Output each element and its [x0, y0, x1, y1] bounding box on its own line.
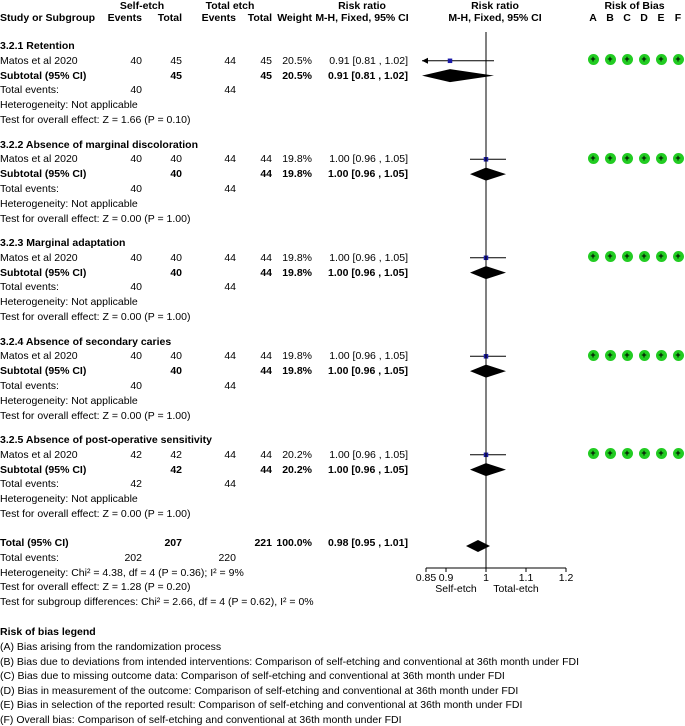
subtotal-label: Subtotal (95% CI)	[0, 266, 87, 279]
se-total: 40	[170, 350, 182, 363]
total-se-total: 207	[164, 537, 182, 549]
legend-item: (D) Bias in measurement of the outcome: Comparison of self-etching and conventional at 36th month under FDI	[0, 684, 519, 697]
se-events: 40	[130, 251, 142, 264]
events-label: Total events:	[0, 281, 59, 294]
study-square	[448, 59, 453, 64]
events-te: 44	[224, 478, 236, 491]
te-events: 44	[224, 251, 236, 264]
events-se: 40	[130, 84, 142, 97]
rob-indicator-c: +	[622, 448, 633, 459]
subtotal-se-total: 40	[170, 266, 182, 279]
subtotal-ci: 1.00 [0.96 , 1.05]	[328, 266, 408, 279]
subtotal-te-total: 45	[260, 69, 272, 82]
heterogeneity-text: Heterogeneity: Not applicable	[0, 296, 138, 309]
subgroup-title: 3.2.1 Retention	[0, 40, 75, 52]
total-te-total: 221	[254, 537, 272, 549]
study-weight: 19.8%	[282, 350, 312, 363]
rob-indicator-d: +	[639, 54, 650, 65]
subtotal-ci: 1.00 [0.96 , 1.05]	[328, 365, 408, 378]
rob-indicator-e: +	[656, 350, 667, 361]
total-events-label: Total events:	[0, 551, 59, 564]
events-se: 40	[130, 379, 142, 392]
rob-letter-c: C	[623, 12, 631, 24]
study-name: Matos et al 2020	[0, 251, 78, 264]
events-te: 44	[224, 84, 236, 97]
rob-indicator-f: +	[673, 251, 684, 262]
total-header-1: Total	[157, 12, 182, 24]
subtotal-te-total: 44	[260, 266, 272, 279]
x-tick-label: 1	[483, 572, 489, 584]
rob-indicator-c: +	[622, 54, 633, 65]
te-total: 45	[260, 54, 272, 67]
group1-header: Self-etch	[119, 0, 165, 12]
rob-indicator-a: +	[588, 153, 599, 164]
heterogeneity-text: Heterogeneity: Not applicable	[0, 197, 138, 210]
subtotal-label: Subtotal (95% CI)	[0, 69, 87, 82]
subtotal-te-total: 44	[260, 365, 272, 378]
rob-letter-e: E	[657, 12, 665, 24]
total-overall-effect: Test for overall effect: Z = 1.28 (P = 0.20)	[0, 581, 191, 594]
se-events: 40	[130, 54, 142, 67]
subtotal-se-total: 40	[170, 365, 182, 378]
subtotal-weight: 20.5%	[282, 69, 312, 82]
rob-indicator-e: +	[656, 153, 667, 164]
heterogeneity-text: Heterogeneity: Not applicable	[0, 394, 138, 407]
te-events: 44	[224, 153, 236, 166]
x-tick-label: 0.9	[438, 572, 454, 584]
rob-indicator-b: +	[605, 448, 616, 459]
total-heterogeneity: Heterogeneity: Chi² = 4.38, df = 4 (P = 0.36); I² = 9%	[0, 566, 244, 579]
rob-header: Risk of Bias	[604, 0, 665, 12]
rr-header: Risk ratio	[338, 0, 386, 12]
subtotal-diamond	[470, 365, 506, 378]
subtotal-label: Subtotal (95% CI)	[0, 168, 87, 181]
rob-indicator-d: +	[639, 350, 650, 361]
subgroup-title: 3.2.3 Marginal adaptation	[0, 237, 126, 249]
study-name: Matos et al 2020	[0, 54, 78, 67]
subtotal-ci: 1.00 [0.96 , 1.05]	[328, 168, 408, 181]
events-label: Total events:	[0, 84, 59, 97]
subtotal-diamond	[422, 69, 494, 82]
rob-indicator-e: +	[656, 448, 667, 459]
se-total: 40	[170, 153, 182, 166]
subtotal-se-total: 40	[170, 168, 182, 181]
events-label: Total events:	[0, 379, 59, 392]
total-label: Total (95% CI)	[0, 537, 69, 549]
se-events: 42	[130, 448, 142, 461]
events-header-2: Events	[201, 12, 236, 24]
events-te: 44	[224, 281, 236, 294]
total-header-2: Total	[247, 12, 272, 24]
rob-indicator-f: +	[673, 448, 684, 459]
study-ci: 0.91 [0.81 , 1.02]	[329, 54, 408, 67]
events-se: 42	[130, 478, 142, 491]
subtotal-ci: 0.91 [0.81 , 1.02]	[328, 69, 408, 82]
rob-indicator-c: +	[622, 251, 633, 262]
rob-indicator-b: +	[605, 54, 616, 65]
subtotal-diamond	[470, 168, 506, 181]
se-events: 40	[130, 350, 142, 363]
subgroup-differences: Test for subgroup differences: Chi² = 2.66, df = 4 (P = 0.62), I² = 0%	[0, 596, 314, 609]
x-tick-label: 1.2	[558, 572, 574, 584]
rob-indicator-b: +	[605, 350, 616, 361]
rob-indicator-c: +	[622, 350, 633, 361]
study-ci: 1.00 [0.96 , 1.05]	[329, 448, 408, 461]
rob-indicator-d: +	[639, 251, 650, 262]
rob-indicator-a: +	[588, 448, 599, 459]
se-total: 45	[170, 54, 182, 67]
subgroup-title: 3.2.4 Absence of secondary caries	[0, 335, 172, 348]
study-column-header: Study or Subgroup	[0, 12, 96, 24]
rob-letter-b: B	[606, 12, 614, 24]
rob-indicator-a: +	[588, 54, 599, 65]
study-name: Matos et al 2020	[0, 350, 78, 363]
events-header-1: Events	[107, 12, 142, 24]
plot-method-header: M-H, Fixed, 95% CI	[448, 12, 542, 24]
te-total: 44	[260, 153, 272, 166]
rob-indicator-d: +	[639, 448, 650, 459]
subtotal-label: Subtotal (95% CI)	[0, 365, 87, 378]
subtotal-se-total: 45	[170, 69, 182, 82]
legend-title: Risk of bias legend	[0, 626, 96, 638]
study-ci: 1.00 [0.96 , 1.05]	[329, 251, 408, 264]
overall-effect-text: Test for overall effect: Z = 1.66 (P = 0.10)	[0, 114, 191, 126]
study-weight: 19.8%	[282, 153, 312, 166]
heterogeneity-text: Heterogeneity: Not applicable	[0, 99, 138, 112]
overall-effect-text: Test for overall effect: Z = 0.00 (P = 1.00)	[0, 212, 191, 225]
legend-item: (E) Bias in selection of the reported result: Comparison of self-etching and conventional at 36th month under FDI	[0, 699, 523, 711]
events-se: 40	[130, 182, 142, 195]
subtotal-se-total: 42	[170, 463, 182, 476]
overall-effect-text: Test for overall effect: Z = 0.00 (P = 1.00)	[0, 409, 191, 422]
axis-right-label: Total-etch	[493, 583, 539, 595]
se-total: 40	[170, 251, 182, 264]
te-total: 44	[260, 251, 272, 264]
group2-header: Total etch	[205, 0, 255, 12]
study-weight: 20.2%	[282, 448, 312, 461]
events-se: 40	[130, 281, 142, 294]
events-label: Total events:	[0, 478, 59, 491]
rob-indicator-b: +	[605, 251, 616, 262]
study-weight: 19.8%	[282, 251, 312, 264]
legend-item: (F) Overall bias: Comparison of self-etching and conventional at 36th month under FDI	[0, 713, 402, 726]
x-tick-label: 0.85	[415, 572, 437, 584]
te-total: 44	[260, 448, 272, 461]
rob-indicator-d: +	[639, 153, 650, 164]
events-label: Total events:	[0, 182, 59, 195]
subtotal-weight: 19.8%	[282, 168, 312, 181]
te-events: 44	[224, 350, 236, 363]
study-weight: 20.5%	[282, 54, 312, 67]
rob-indicator-f: +	[673, 153, 684, 164]
heterogeneity-text: Heterogeneity: Not applicable	[0, 493, 138, 506]
plot-header: Risk ratio	[471, 0, 519, 12]
se-events: 40	[130, 153, 142, 166]
total-weight: 100.0%	[276, 537, 312, 549]
legend-item: (A) Bias arising from the randomization process	[0, 641, 222, 653]
legend-item: (B) Bias due to deviations from intended interventions: Comparison of self-etching and conventional at 36th month under FDI	[0, 655, 579, 668]
total-events-te: 220	[218, 551, 236, 564]
te-total: 44	[260, 350, 272, 363]
rob-indicator-c: +	[622, 153, 633, 164]
subtotal-weight: 19.8%	[282, 365, 312, 378]
subgroup-title: 3.2.2 Absence of marginal discoloration	[0, 138, 198, 151]
rob-letter-f: F	[674, 12, 682, 24]
subtotal-diamond	[470, 463, 506, 476]
rob-letter-a: A	[589, 12, 597, 24]
te-events: 44	[224, 448, 236, 461]
rob-indicator-e: +	[656, 54, 667, 65]
rob-indicator-a: +	[588, 350, 599, 361]
ci-arrow-left	[422, 58, 428, 64]
subtotal-te-total: 44	[260, 168, 272, 181]
rob-indicator-f: +	[673, 54, 684, 65]
subtotal-diamond	[470, 266, 506, 279]
study-ci: 1.00 [0.96 , 1.05]	[329, 153, 408, 166]
rob-indicator-a: +	[588, 251, 599, 262]
rob-indicator-e: +	[656, 251, 667, 262]
subtotal-ci: 1.00 [0.96 , 1.05]	[328, 463, 408, 476]
subtotal-weight: 19.8%	[282, 266, 312, 279]
se-total: 42	[170, 448, 182, 461]
te-events: 44	[224, 54, 236, 67]
rr-method-header: M-H, Fixed, 95% CI	[315, 12, 409, 24]
overall-effect-text: Test for overall effect: Z = 0.00 (P = 1.00)	[0, 508, 191, 520]
total-ci: 0.98 [0.95 , 1.01]	[328, 537, 408, 549]
axis-left-label: Self-etch	[435, 583, 477, 595]
subtotal-label: Subtotal (95% CI)	[0, 463, 87, 476]
events-te: 44	[224, 182, 236, 195]
total-events-se: 202	[124, 551, 142, 564]
study-name: Matos et al 2020	[0, 448, 78, 461]
subtotal-weight: 20.2%	[282, 463, 312, 476]
overall-effect-text: Test for overall effect: Z = 0.00 (P = 1.00)	[0, 311, 191, 323]
weight-header: Weight	[277, 12, 312, 24]
subtotal-te-total: 44	[260, 463, 272, 476]
legend-item: (C) Bias due to missing outcome data: Comparison of self-etching and conventional at 36th month under FDI	[0, 670, 505, 682]
rob-indicator-f: +	[673, 350, 684, 361]
study-name: Matos et al 2020	[0, 153, 78, 166]
rob-indicator-b: +	[605, 153, 616, 164]
events-te: 44	[224, 379, 236, 392]
x-tick-label: 1.1	[518, 572, 534, 584]
study-ci: 1.00 [0.96 , 1.05]	[329, 350, 408, 363]
rob-letter-d: D	[640, 12, 648, 24]
subgroup-title: 3.2.5 Absence of post-operative sensitivity	[0, 434, 213, 446]
